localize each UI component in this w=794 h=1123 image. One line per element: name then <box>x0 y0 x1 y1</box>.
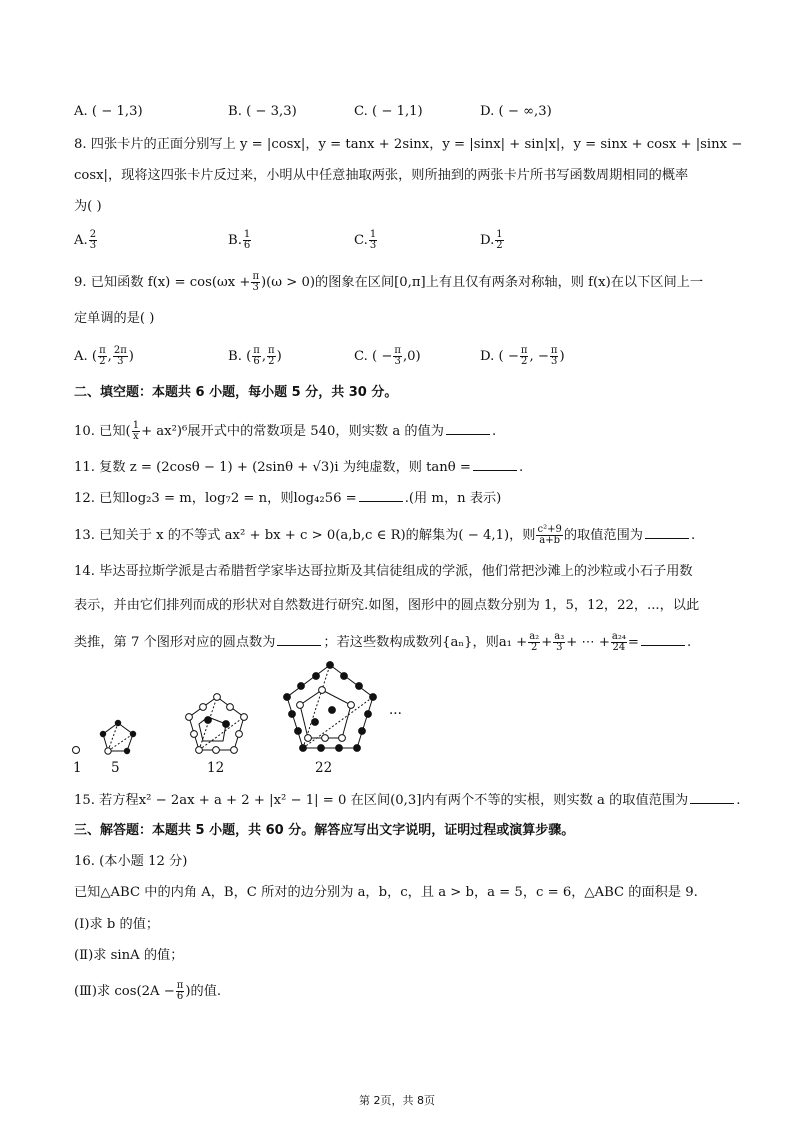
q16-part-1: (Ⅰ)求 b 的值； <box>74 917 160 932</box>
q8-option-d: D. $\frac{1}{2}$ <box>480 229 503 251</box>
q11: 11. 复数 z = (2cosθ − 1) + (2sinθ + √3)i 为纯虚数，则 tanθ = . <box>74 460 524 475</box>
q7-option-b: B. ( − 3,3) <box>228 104 297 119</box>
q9-option-b: B. ( $\frac{\pi}{6}$ , $\frac{\pi}{2}$ ) <box>228 345 282 367</box>
q8-option-b: B. $\frac{1}{6}$ <box>228 229 251 251</box>
q16-part-2: (Ⅱ)求 sinA 的值； <box>74 948 184 963</box>
q14-answer-blank-1 <box>277 633 321 646</box>
figure-1-dot <box>73 747 80 754</box>
figure-label-12: 12 <box>207 760 225 776</box>
q8-line2: cosx|，现将这四张卡片反过来，小明从中任意抽取两张，则所抽到的两张卡片所书写函数周期相同的概率 <box>74 168 689 183</box>
q15: 15. 若方程x² − 2ax + a + 2 + |x² − 1| = 0 在区间(0,3]内有两个不等的实根，则实数 a 的取值范围为 . <box>74 793 741 808</box>
q15-answer-blank <box>690 791 734 804</box>
q10-answer-blank <box>446 422 490 435</box>
q9-line2: 定单调的是( ) <box>74 311 155 326</box>
q14-line1: 14. 毕达哥拉斯学派是古希腊哲学家毕达哥拉斯及其信徒组成的学派，他们常把沙滩上的沙粒或小石子用数 <box>74 564 693 579</box>
q7-option-c: C. ( − 1,1) <box>354 104 423 119</box>
q13: 13. 已知关于 x 的不等式 ax² + bx + c > 0(a,b,c ∈ R)的解集为( − 4,1)，则 $\frac{\text{c²+9}}{a+b}$ 的取值范围为 . <box>74 524 696 546</box>
figure-label-1: 1 <box>73 760 82 776</box>
q7-option-d: D. ( − ∞,3) <box>480 104 552 119</box>
section-3-heading: 三、解答题：本题共 5 小题，共 60 分。解答应写出文字说明，证明过程或演算步骤。 <box>74 823 575 838</box>
q9-option-c: C. ( − $\frac{\pi}{3}$ ,0) <box>354 345 421 367</box>
page-footer: 第 2页，共 8页 <box>359 1094 435 1107</box>
figure-5-dots <box>100 720 136 754</box>
q9-line1: 9. 已知函数 f(x) = cos(ωx + $\frac{\pi}{3}$ )(ω > 0)的图象在区间[0,π]上有且仅有两条对称轴，则 f(x)在以下区间上一 <box>74 271 704 293</box>
q8-option-c: C. $\frac{1}{3}$ <box>354 229 377 251</box>
figure-ellipsis: ··· <box>389 706 402 722</box>
figure-5-pentagon <box>103 723 133 751</box>
q16-part-3: (Ⅲ)求 cos(2A − $\frac{\pi}{6}$ )的值. <box>74 980 222 1002</box>
q7-option-a: A. ( − 1,3) <box>74 104 143 119</box>
q10: 10. 已知( $\frac{1}{x}$ + ax²)⁶展开式中的常数项是 540，则实数 a 的值为 . <box>74 420 497 442</box>
q13-answer-blank <box>645 526 689 539</box>
figure-12-pentagon <box>189 697 244 750</box>
q8-line1: 8. 四张卡片的正面分别写上 y = |cosx|，y = tanx + 2sinx，y = |sinx| + sin|x|，y = sinx + cosx + |sinx − <box>74 137 743 152</box>
q8-line3: 为( ) <box>74 199 102 214</box>
q14-answer-blank-2 <box>641 633 685 646</box>
figure-label-5: 5 <box>111 760 120 776</box>
q8-option-a: A. $\frac{2}{3}$ <box>74 229 97 251</box>
q14-line2: 表示，并由它们排列而成的形状对自然数进行研究.如图，图形中的圆点数分别为 1，5，12，22，...，以此 <box>74 598 700 613</box>
figure-12-dots <box>186 694 248 754</box>
q12: 12. 已知log₂3 = m，log₇2 = n，则log₄₂56 = .(用 m，n 表示) <box>74 491 502 506</box>
q12-answer-blank <box>359 489 403 502</box>
section-2-heading: 二、填空题：本题共 6 小题，每小题 5 分，共 30 分。 <box>74 385 398 400</box>
q16-title: 16. (本小题 12 分) <box>74 854 188 869</box>
figure-label-22: 22 <box>315 760 333 776</box>
q9-option-a: A. ( $\frac{\pi}{2}$ , $\frac{2\pi}{3}$ ) <box>74 345 134 367</box>
q11-answer-blank <box>473 458 517 471</box>
q9-option-d: D. ( − $\frac{\pi}{2}$ , − $\frac{\pi}{3}$ ) <box>480 345 565 367</box>
q16-stem: 已知△ABC 中的内角 A，B，C 所对的边分别为 a，b，c，且 a > b，a = 5，c = 6，△ABC 的面积是 9. <box>74 885 698 900</box>
q14-line3: 类推，第 7 个图形对应的圆点数为 ；若这些数构成数列{aₙ}，则a₁ + $\frac{\text{a₂}}{2}$ + $\frac{\text{a₃}}{3}$ + ⋯ + $\frac{\text{a₂₄}}{24}$ = . <box>74 631 692 653</box>
pentagonal-numbers-figure <box>60 660 480 780</box>
